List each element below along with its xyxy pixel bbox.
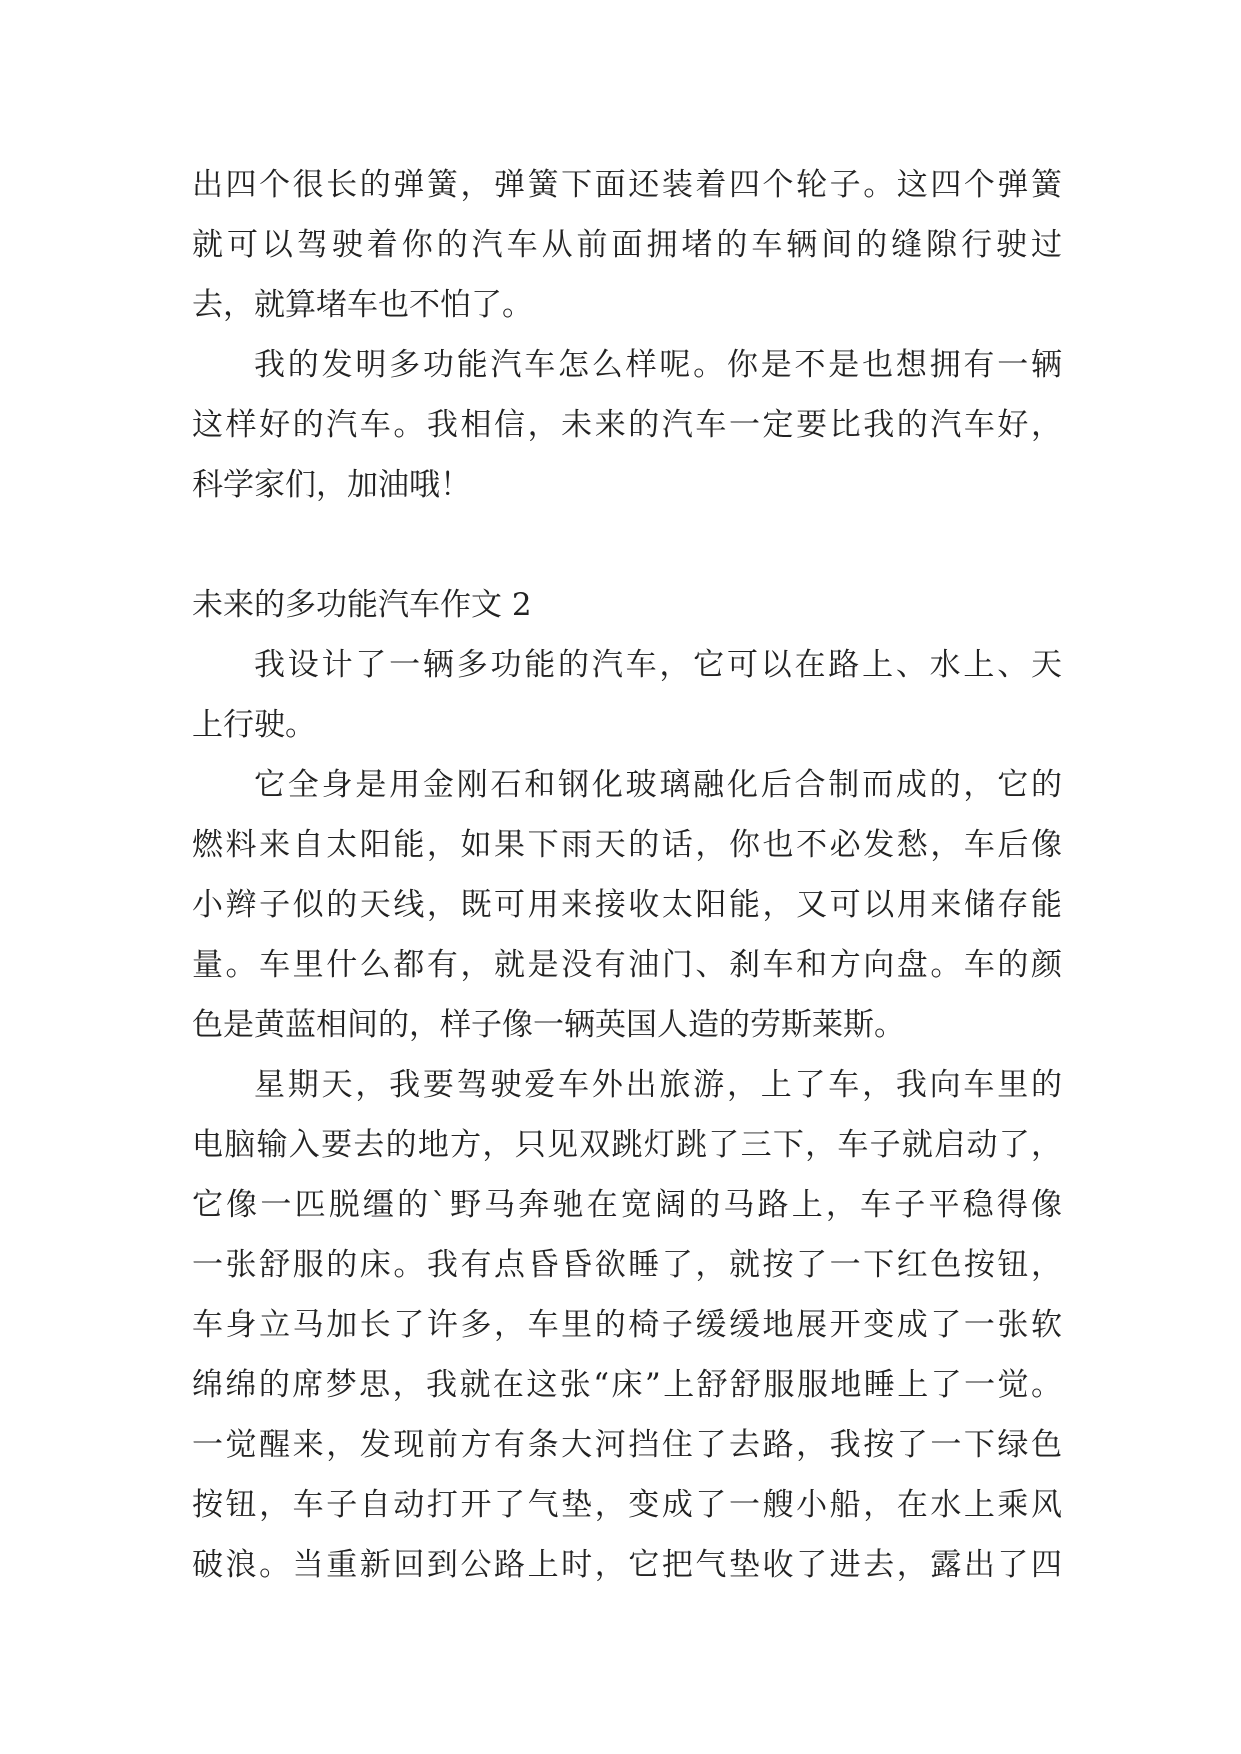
text-line: 它像一匹脱缰的`野马奔驰在宽阔的马路上，车子平稳得像 bbox=[192, 1187, 1062, 1223]
text-line: 燃料来自太阳能，如果下雨天的话，你也不必发愁，车后像 bbox=[192, 827, 1062, 863]
text-line: 按钮，车子自动打开了气垫，变成了一艘小船，在水上乘风 bbox=[192, 1487, 1062, 1523]
text-line: 去，就算堵车也不怕了。 bbox=[192, 287, 533, 323]
text-line: 破浪。当重新回到公路上时，它把气垫收了进去，露出了四 bbox=[192, 1547, 1062, 1583]
document-body bbox=[192, 155, 1062, 1595]
paragraph-first-line: 它全身是用金刚石和钢化玻璃融化后合制而成的，它的 bbox=[254, 767, 1062, 803]
text-line: 小辫子似的天线，既可用来接收太阳能，又可以用来储存能 bbox=[192, 887, 1062, 923]
text-line: 车身立马加长了许多，车里的椅子缓缓地展开变成了一张软 bbox=[192, 1307, 1062, 1343]
text-line: 出四个很长的弹簧，弹簧下面还装着四个轮子。这四个弹簧 bbox=[192, 167, 1062, 203]
paragraph-first-line: 我设计了一辆多功能的汽车，它可以在路上、水上、天 bbox=[254, 647, 1062, 683]
text-line: 色是黄蓝相间的，样子像一辆英国人造的劳斯莱斯。 bbox=[192, 1007, 905, 1043]
blank-line bbox=[192, 515, 1062, 575]
paragraph-first-line: 星期天，我要驾驶爱车外出旅游，上了车，我向车里的 bbox=[254, 1067, 1062, 1103]
text-line: 绵绵的席梦思，我就在这张“床”上舒舒服服地睡上了一觉。 bbox=[192, 1367, 1062, 1403]
section-title: 未来的多功能汽车作文 2 bbox=[192, 587, 532, 623]
text-line: 科学家们，加油哦！ bbox=[192, 467, 471, 503]
text-line: 一张舒服的床。我有点昏昏欲睡了，就按了一下红色按钮， bbox=[192, 1247, 1062, 1283]
paragraph-first-line: 我的发明多功能汽车怎么样呢。你是不是也想拥有一辆 bbox=[254, 347, 1062, 383]
text-line: 上行驶。 bbox=[192, 707, 316, 743]
text-line: 就可以驾驶着你的汽车从前面拥堵的车辆间的缝隙行驶过 bbox=[192, 227, 1062, 263]
text-line: 这样好的汽车。我相信，未来的汽车一定要比我的汽车好， bbox=[192, 407, 1062, 443]
text-line: 量。车里什么都有，就是没有油门、刹车和方向盘。车的颜 bbox=[192, 947, 1062, 983]
text-line: 电脑输入要去的地方，只见双跳灯跳了三下，车子就启动了， bbox=[192, 1127, 1062, 1163]
text-line: 一觉醒来，发现前方有条大河挡住了去路，我按了一下绿色 bbox=[192, 1427, 1062, 1463]
